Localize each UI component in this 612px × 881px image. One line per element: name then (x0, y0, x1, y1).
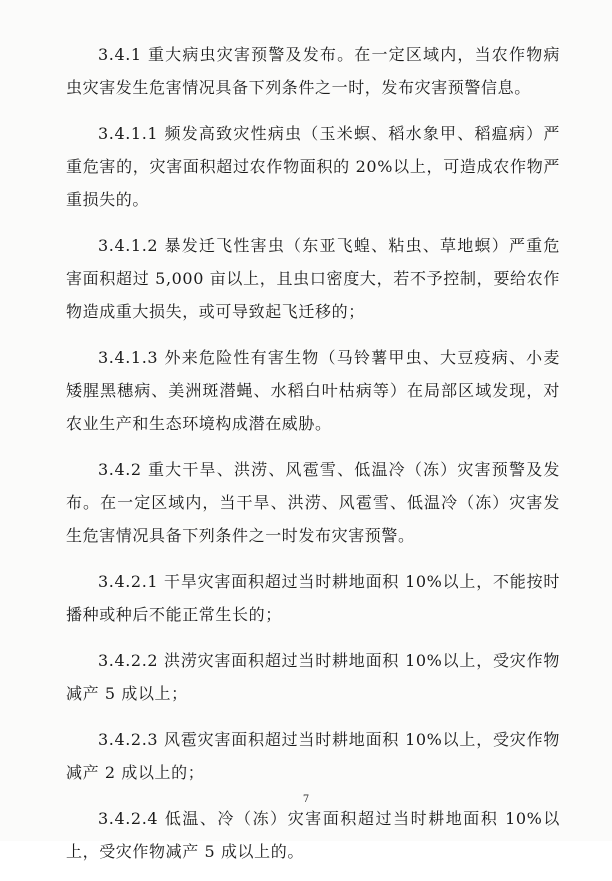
paragraph-3-4-2-2: 3.4.2.2 洪涝灾害面积超过当时耕地面积 10%以上，受灾作物减产 5 成以上； (66, 651, 560, 703)
document-body (66, 38, 560, 881)
paragraph-3-4-1: 3.4.1 重大病虫灾害预警及发布。在一定区域内，当农作物病虫灾害发生危害情况具备下列条件之一时，发布灾害预警信息。 (66, 45, 560, 97)
page-number: 7 (302, 794, 310, 805)
paragraph-3-4-1-3: 3.4.1.3 外来危险性有害生物（马铃薯甲虫、大豆疫病、小麦矮腥黑穗病、美洲斑潜蝇、水稻白叶枯病等）在局部区域发现，对农业生产和生态环境构成潜在威胁。 (66, 348, 560, 433)
paragraph-3-4-2: 3.4.2 重大干旱、洪涝、风雹雪、低温冷（冻）灾害预警及发布。在一定区域内，当干旱、洪涝、风雹雪、低温冷（冻）灾害发生危害情况具备下列条件之一时发布灾害预警。 (66, 460, 560, 545)
paragraph-3-4-1-1: 3.4.1.1 频发高致灾性病虫（玉米螟、稻水象甲、稻瘟病）严重危害的，灾害面积超过农作物面积的 20%以上，可造成农作物严重损失的。 (66, 124, 560, 209)
paragraph-3-4-2-3: 3.4.2.3 风雹灾害面积超过当时耕地面积 10%以上，受灾作物减产 2 成以上的； (66, 730, 560, 782)
paragraph-3-4-2-1: 3.4.2.1 干旱灾害面积超过当时耕地面积 10%以上，不能按时播种或种后不能正常生长的； (66, 572, 560, 624)
paragraph-3-4-1-2: 3.4.1.2 暴发迁飞性害虫（东亚飞蝗、粘虫、草地螟）严重危害面积超过 5,000 亩以上，且虫口密度大，若不予控制，要给农作物造成重大损失，或可导致起飞迁移的； (66, 236, 560, 321)
paragraph-3-4-2-4: 3.4.2.4 低温、冷（冻）灾害面积超过当时耕地面积 10%以上，受灾作物减产 5 成以上的。 (66, 809, 560, 861)
